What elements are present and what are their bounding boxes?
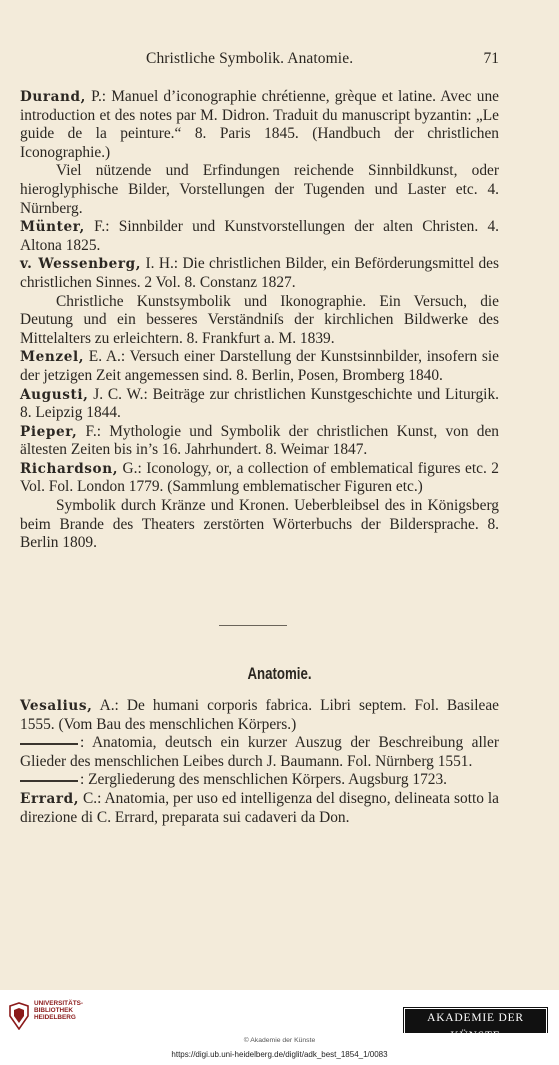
entry-text: I. H.: Die christlichen Bilder, ein Beförderungsmittel des christlichen Sinnes. 2 Vol. 8. Constanz 1827. [20, 255, 499, 291]
bibliography-entry [20, 218, 499, 255]
library-logo-icon [8, 1002, 30, 1030]
bibliography-anatomie [20, 697, 499, 827]
page-number: 71 [483, 50, 499, 67]
bibliography-entry [20, 771, 499, 790]
entry-text: Viel nützende und Erfindungen reichende Sinnbildkunst, oder hieroglyphische Bilder, Vorstellungen der Tugenden und Laster etc. 4. Nürnberg. [20, 162, 499, 217]
entry-text: F.: Mythologie und Symbolik der christlichen Kunst, von den ältesten Zeiten bis in’s 16. Jahrhundert. 8. Weimar 1847. [20, 422, 499, 459]
section-divider [219, 625, 287, 626]
running-title: Christliche Symbolik. Anatomie. [146, 50, 354, 67]
entry-author: Errard, [20, 790, 80, 807]
entry-text: C.: Anatomia, per uso ed intelligenza del disegno, delineata sotto la direzione di C. Errard, preparata sui cadaveri da Don. [20, 789, 499, 826]
entry-author: Durand, [20, 89, 86, 105]
entry-author: v. Wessenberg, [20, 256, 142, 273]
ditto-dash [20, 743, 78, 745]
bibliography-entry [20, 293, 499, 349]
entry-text: F.: Sinnbilder und Kunstvorstellungen der alten Christen. 4. Altona 1825. [20, 218, 499, 254]
running-header [0, 50, 559, 72]
entry-text: : Zergliederung des menschlichen Körpers. Augsburg 1723. [80, 771, 448, 789]
entry-text: Christliche Kunstsymbolik und Ikonographie. Ein Versuch, die Deutung und ein besseres Verständniſs der kirchlichen Bildwerke des Mittelalters zu erleichtern. 8. Frankfurt a. M. 1839. [20, 292, 499, 347]
entry-text: G.: Iconology, or, a collection of emblematical figures etc. 2 Vol. Fol. London 1779. (Sammlung emblematischer Figuren etc.) [20, 459, 499, 496]
entry-text: : Anatomia, deutsch ein kurzer Auszug der Beschreibung aller Glieder des menschlichen Leibes durch J. Baumann. Fol. Nürnberg 1551. [20, 734, 499, 770]
entry-text: A.: De humani corporis fabrica. Libri septem. Fol. Basileae 1555. (Vom Bau des menschlichen Körpers.) [20, 697, 499, 733]
bibliography-entry [20, 697, 499, 734]
entry-author: Münter, [20, 219, 85, 236]
section-heading: Anatomie. [247, 664, 312, 683]
bibliography-symbolik [20, 88, 499, 553]
bibliography-entry [20, 734, 499, 771]
entry-text: J. C. W.: Beiträge zur christlichen Kunstgeschichte und Liturgik. 8. Leipzig 1844. [20, 385, 499, 422]
entry-author: Vesalius, [20, 698, 93, 714]
bibliography-entry [20, 162, 499, 218]
entry-author: Menzel, [20, 349, 85, 366]
entry-text: E. A.: Versuch einer Darstellung der Kunstsinnbilder, insofern sie der jetzigen Zeit angemessen sind. 8. Berlin, Posen, Bromberg 1840. [20, 348, 499, 384]
viewer-footer [0, 990, 559, 1065]
bibliography-entry [20, 423, 499, 460]
entry-author: Augusti, [20, 386, 89, 403]
akademie-badge[interactable]: AKADEMIE DER KÜNSTE [403, 1007, 548, 1033]
bibliography-entry [20, 348, 499, 385]
entry-author: Richardson, [20, 460, 119, 477]
page-url-link[interactable]: https://digi.ub.uni-heidelberg.de/diglit/adk_best_1854_1/0083 [171, 1050, 388, 1059]
bibliography-entry [20, 255, 499, 292]
library-name: UNIVERSITÄTS- BIBLIOTHEK HEIDELBERG [34, 1000, 83, 1022]
ditto-dash [20, 780, 78, 782]
bibliography-entry [20, 790, 499, 827]
bibliography-entry [20, 497, 499, 553]
entry-author: Pieper, [20, 423, 78, 440]
copyright-notice: © Akademie der Künste [243, 1037, 316, 1044]
bibliography-entry [20, 460, 499, 497]
bibliography-entry [20, 88, 499, 162]
entry-text: P.: Manuel d’iconographie chrétienne, grèque et latine. Avec une introduction et des notes par M. Didron. Traduit du manuscript byzantin: „Le guide de la peinture.“ 8. Paris 1845. (Handbuch der christlichen Iconographie.) [20, 88, 499, 161]
bibliography-entry [20, 386, 499, 423]
entry-text: Symbolik durch Kränze und Kronen. Ueberbleibsel des in Königsberg beim Brande des Theaters zerstörten Wörterbuchs der Bildersprache. 8. Berlin 1809. [20, 497, 499, 552]
